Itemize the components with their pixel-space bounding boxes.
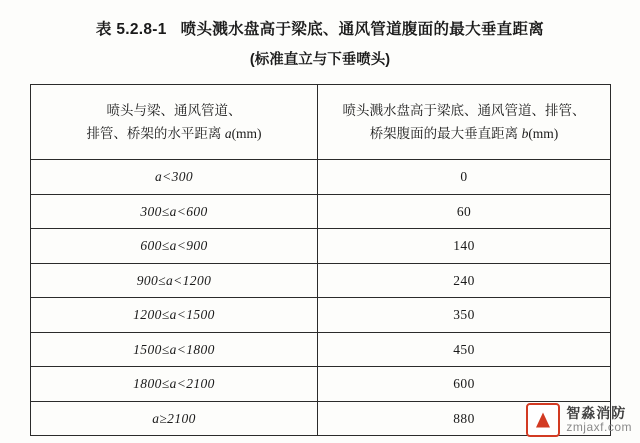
table-row [31,194,611,229]
cell-vertical-distance: 140 [318,229,611,264]
watermark-text [566,406,632,435]
cell-vertical-distance: 60 [318,194,611,229]
table-row [31,263,611,298]
table-caption-number: 表 5.2.8-1 [95,21,167,38]
table-header-row [31,85,611,160]
column-header-a-text: 排管、桥架的水平距离 [86,126,225,142]
cell-vertical-distance: 240 [318,263,611,298]
column-header-a-line2 [41,122,307,146]
cell-horizontal-distance: 600≤a<900 [31,229,318,264]
cell-horizontal-distance: a≥2100 [31,401,318,436]
column-header-b-symbol: b [521,126,529,142]
column-header-horizontal-distance [31,85,318,160]
column-header-b-text: 桥架腹面的最大垂直距离 [369,126,522,142]
cell-horizontal-distance: 1200≤a<1500 [31,298,318,333]
watermark [526,403,632,437]
table-row [31,332,611,367]
watermark-url: zmjaxf.com [566,420,632,435]
flame-shape [536,413,550,428]
table-row [31,229,611,264]
cell-horizontal-distance: 1500≤a<1800 [31,332,318,367]
column-header-a-symbol: a [224,126,232,142]
table-row [31,298,611,333]
cell-horizontal-distance: 300≤a<600 [31,194,318,229]
table-row [31,401,611,436]
column-header-b-unit: (mm) [528,126,559,142]
table-caption-subtitle: (标准直立与下垂喷头) [249,52,391,69]
cell-vertical-distance: 600 [318,367,611,402]
column-header-b-line1: 喷头溅水盘高于梁底、通风管道、排管、 [342,102,586,118]
cell-horizontal-distance: a<300 [31,160,318,195]
cell-horizontal-distance: 1800≤a<2100 [31,367,318,402]
table-caption [30,18,610,41]
column-header-a-unit: (mm) [231,126,262,142]
column-header-a-line1: 喷头与梁、通风管道、 [106,102,242,118]
column-header-b-line2 [328,122,600,146]
table-caption-title: 喷头溅水盘高于梁底、通风管道腹面的最大垂直距离 [180,21,545,38]
cell-vertical-distance: 0 [318,160,611,195]
table-row [31,367,611,402]
cell-vertical-distance: 350 [318,298,611,333]
watermark-title: 智淼消防 [566,404,627,421]
table-row [31,160,611,195]
column-header-vertical-distance [318,85,611,160]
data-table [30,84,611,436]
cell-vertical-distance: 880 [318,401,611,436]
flame-icon [526,403,560,437]
cell-vertical-distance: 450 [318,332,611,367]
cell-horizontal-distance: 900≤a<1200 [31,263,318,298]
